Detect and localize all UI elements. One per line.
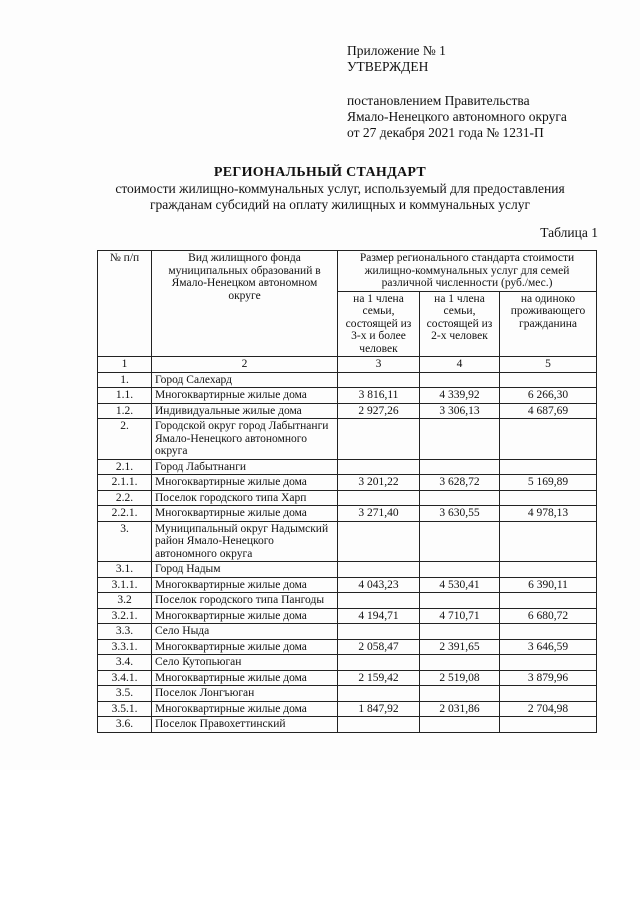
- row-housing-type: Многоквартирные жилые дома: [152, 475, 338, 491]
- row-number: 3.: [98, 521, 152, 562]
- value-family-2: [420, 655, 500, 671]
- value-family-3plus: 4 043,23: [338, 577, 420, 593]
- row-number: 3.2: [98, 593, 152, 609]
- header-number: № п/п: [98, 251, 152, 357]
- row-number: 2.1.: [98, 459, 152, 475]
- index-cell: 3: [338, 357, 420, 373]
- row-housing-type: Многоквартирные жилые дома: [152, 608, 338, 624]
- row-housing-type: Многоквартирные жилые дома: [152, 388, 338, 404]
- table-row: [98, 577, 597, 593]
- row-housing-type: Село Ныда: [152, 624, 338, 640]
- value-family-3plus: 2 058,47: [338, 639, 420, 655]
- value-family-3plus: 3 271,40: [338, 506, 420, 522]
- value-single: 2 704,98: [500, 701, 597, 717]
- value-family-2: [420, 372, 500, 388]
- decree-line: от 27 декабря 2021 года № 1231-П: [347, 125, 544, 140]
- index-cell: 2: [152, 357, 338, 373]
- value-family-2: 3 306,13: [420, 403, 500, 419]
- table-label: Таблица 1: [540, 225, 598, 240]
- row-number: 2.2.1.: [98, 506, 152, 522]
- document-title: РЕГИОНАЛЬНЫЙ СТАНДАРТ: [213, 165, 427, 180]
- value-family-3plus: [338, 521, 420, 562]
- row-number: 3.2.1.: [98, 608, 152, 624]
- document-subtitle: [80, 181, 600, 213]
- row-number: 3.3.1.: [98, 639, 152, 655]
- value-family-3plus: [338, 717, 420, 733]
- value-family-3plus: [338, 372, 420, 388]
- value-family-3plus: 2 159,42: [338, 670, 420, 686]
- value-family-3plus: [338, 419, 420, 460]
- value-family-2: [420, 624, 500, 640]
- value-family-3plus: 2 927,26: [338, 403, 420, 419]
- value-family-3plus: 4 194,71: [338, 608, 420, 624]
- value-family-3plus: 3 816,11: [338, 388, 420, 404]
- value-family-3plus: 1 847,92: [338, 701, 420, 717]
- value-family-2: 2 391,65: [420, 639, 500, 655]
- table-row: [98, 475, 597, 491]
- row-number: 3.5.1.: [98, 701, 152, 717]
- header-family-3plus: на 1 члена семьи, состоящей из 3-х и более человек: [338, 291, 420, 357]
- value-single: [500, 372, 597, 388]
- value-single: 4 687,69: [500, 403, 597, 419]
- value-family-3plus: 3 201,22: [338, 475, 420, 491]
- value-family-3plus: [338, 459, 420, 475]
- value-family-2: [420, 593, 500, 609]
- index-cell: 1: [98, 357, 152, 373]
- value-family-3plus: [338, 562, 420, 578]
- value-family-2: 3 628,72: [420, 475, 500, 491]
- value-single: 6 390,11: [500, 577, 597, 593]
- value-single: [500, 717, 597, 733]
- subtitle-line: стоимости жилищно-коммунальных услуг, используемый для предоставления: [115, 181, 565, 196]
- row-number: 1.: [98, 372, 152, 388]
- value-family-2: 3 630,55: [420, 506, 500, 522]
- row-housing-type: Село Кутопьюган: [152, 655, 338, 671]
- value-family-2: [420, 419, 500, 460]
- row-number: 2.: [98, 419, 152, 460]
- row-housing-type: Многоквартирные жилые дома: [152, 577, 338, 593]
- row-housing-type: Индивидуальные жилые дома: [152, 403, 338, 419]
- value-single: [500, 521, 597, 562]
- decree-line: Ямало-Ненецкого автономного округа: [347, 109, 567, 124]
- table-row: [98, 388, 597, 404]
- table-row: [98, 562, 597, 578]
- header-family-2: на 1 члена семьи, состоящей из 2-х человек: [420, 291, 500, 357]
- value-family-3plus: [338, 655, 420, 671]
- value-family-2: 2 519,08: [420, 670, 500, 686]
- value-single: 5 169,89: [500, 475, 597, 491]
- table-row: [98, 655, 597, 671]
- header-standard-group: Размер регионального стандарта стоимости жилищно-коммунальных услуг для семей различной численности (руб./мес.): [338, 251, 597, 292]
- table-row: [98, 624, 597, 640]
- row-number: 3.4.1.: [98, 670, 152, 686]
- row-housing-type: Поселок городского типа Харп: [152, 490, 338, 506]
- row-housing-type: Многоквартирные жилые дома: [152, 670, 338, 686]
- header-housing-type: Вид жилищного фонда муниципальных образований в Ямало-Ненецком автономном округе: [152, 251, 338, 357]
- value-single: [500, 419, 597, 460]
- value-single: [500, 593, 597, 609]
- table-row: [98, 717, 597, 733]
- value-family-2: [420, 459, 500, 475]
- index-cell: 5: [500, 357, 597, 373]
- value-single: [500, 562, 597, 578]
- table-row: [98, 506, 597, 522]
- value-family-2: [420, 521, 500, 562]
- row-number: 3.4.: [98, 655, 152, 671]
- table-row: [98, 593, 597, 609]
- value-single: 6 266,30: [500, 388, 597, 404]
- row-number: 3.1.: [98, 562, 152, 578]
- page-margin: [0, 770, 640, 905]
- value-family-2: 4 530,41: [420, 577, 500, 593]
- standards-table: [97, 250, 597, 733]
- value-family-2: [420, 686, 500, 702]
- value-single: 4 978,13: [500, 506, 597, 522]
- row-housing-type: Муниципальный округ Надымский район Ямало-Ненецкого автономного округа: [152, 521, 338, 562]
- approved-label: УТВЕРЖДЕН: [347, 59, 429, 74]
- row-housing-type: Поселок Лонгъюган: [152, 686, 338, 702]
- approval-block: [347, 43, 567, 141]
- row-number: 1.2.: [98, 403, 152, 419]
- appendix-label: Приложение № 1: [347, 43, 446, 58]
- value-single: [500, 686, 597, 702]
- value-single: 3 879,96: [500, 670, 597, 686]
- row-number: 1.1.: [98, 388, 152, 404]
- value-family-3plus: [338, 686, 420, 702]
- row-housing-type: Многоквартирные жилые дома: [152, 506, 338, 522]
- row-number: 2.2.: [98, 490, 152, 506]
- index-cell: 4: [420, 357, 500, 373]
- table-row: [98, 670, 597, 686]
- table-row: [98, 701, 597, 717]
- row-housing-type: Многоквартирные жилые дома: [152, 639, 338, 655]
- row-number: 3.1.1.: [98, 577, 152, 593]
- row-housing-type: Поселок Правохеттинский: [152, 717, 338, 733]
- value-family-2: [420, 490, 500, 506]
- table-row: [98, 639, 597, 655]
- value-family-2: 2 031,86: [420, 701, 500, 717]
- value-single: 3 646,59: [500, 639, 597, 655]
- value-family-2: [420, 717, 500, 733]
- table-row: [98, 490, 597, 506]
- value-single: 6 680,72: [500, 608, 597, 624]
- value-family-3plus: [338, 593, 420, 609]
- value-family-3plus: [338, 490, 420, 506]
- value-family-3plus: [338, 624, 420, 640]
- table-row: [98, 686, 597, 702]
- row-housing-type: Город Салехард: [152, 372, 338, 388]
- table-row: [98, 419, 597, 460]
- value-single: [500, 490, 597, 506]
- value-single: [500, 459, 597, 475]
- row-number: 3.6.: [98, 717, 152, 733]
- row-number: 2.1.1.: [98, 475, 152, 491]
- row-housing-type: Город Надым: [152, 562, 338, 578]
- table-body: [98, 372, 597, 732]
- table-row: [98, 459, 597, 475]
- row-number: 3.5.: [98, 686, 152, 702]
- row-housing-type: Город Лабытнанги: [152, 459, 338, 475]
- value-single: [500, 624, 597, 640]
- header-single: на одиноко проживающего гражданина: [500, 291, 597, 357]
- table-row: [98, 608, 597, 624]
- table-row: [98, 372, 597, 388]
- row-number: 3.3.: [98, 624, 152, 640]
- table-row: [98, 403, 597, 419]
- decree-line: постановлением Правительства: [347, 93, 530, 108]
- row-housing-type: Городской округ город Лабытнанги Ямало-Ненецкого автономного округа: [152, 419, 338, 460]
- value-single: [500, 655, 597, 671]
- subtitle-line: гражданам субсидий на оплату жилищных и коммунальных услуг: [149, 197, 531, 212]
- row-housing-type: Поселок городского типа Пангоды: [152, 593, 338, 609]
- value-family-2: 4 339,92: [420, 388, 500, 404]
- value-family-2: 4 710,71: [420, 608, 500, 624]
- table-row: [98, 521, 597, 562]
- row-housing-type: Многоквартирные жилые дома: [152, 701, 338, 717]
- value-family-2: [420, 562, 500, 578]
